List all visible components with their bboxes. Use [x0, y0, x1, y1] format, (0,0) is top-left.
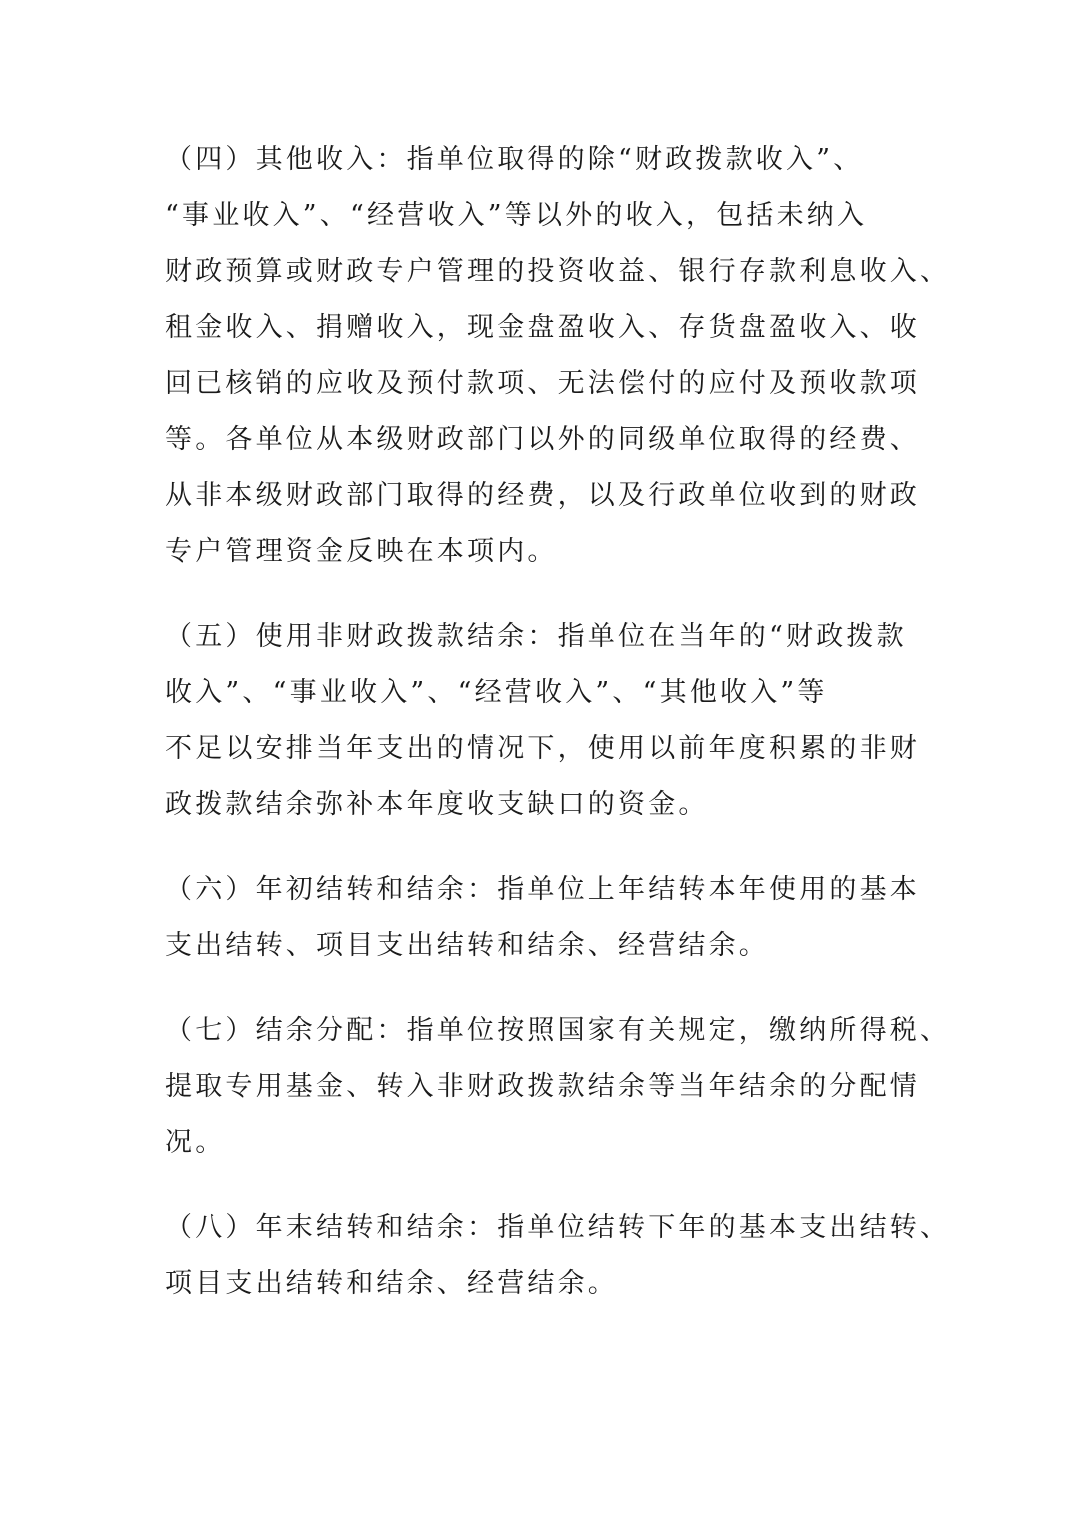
text-line: 从非本级财政部门取得的经费，以及行政单位收到的财政 [165, 480, 920, 511]
paragraph-closing-carryover [165, 1200, 951, 1312]
paragraph-balance-distribution [165, 1003, 951, 1171]
text-line: 回已核销的应收及预付款项、无法偿付的应付及预收款项 [165, 368, 920, 399]
text-line: 政拨款结余弥补本年度收支缺口的资金。 [165, 789, 709, 820]
text-line: 租金收入、捐赠收入，现金盘盈收入、存货盘盈收入、收 [165, 312, 920, 343]
text-line: （四）其他收入：指单位取得的除“财政拨款收入”、 [165, 144, 864, 175]
text-line: （五）使用非财政拨款结余：指单位在当年的“财政拨款 [165, 621, 907, 652]
text-line: 不足以安排当年支出的情况下，使用以前年度积累的非财 [165, 733, 920, 764]
text-line: 等。各单位从本级财政部门以外的同级单位取得的经费、 [165, 424, 920, 455]
text-line: 项目支出结转和结余、经营结余。 [165, 1268, 618, 1299]
text-line: （八）年末结转和结余：指单位结转下年的基本支出结转、 [165, 1212, 951, 1243]
text-line: 收入”、“事业收入”、“经营收入”、“其他收入”等 [165, 677, 828, 708]
text-line: （七）结余分配：指单位按照国家有关规定，缴纳所得税、 [165, 1015, 951, 1046]
paragraph-opening-carryover [165, 862, 925, 974]
text-line: （六）年初结转和结余：指单位上年结转本年使用的基本 [165, 874, 920, 905]
text-line: 专户管理资金反映在本项内。 [165, 536, 558, 567]
document-body [165, 132, 951, 1341]
text-line: 况。 [165, 1127, 226, 1158]
paragraph-other-income [165, 132, 951, 580]
text-line: 支出结转、项目支出结转和结余、经营结余。 [165, 930, 769, 961]
paragraph-non-fiscal-balance [165, 609, 925, 833]
text-line: 财政预算或财政专户管理的投资收益、银行存款利息收入、 [165, 256, 951, 287]
text-line: “事业收入”、“经营收入”等以外的收入，包括未纳入 [165, 200, 868, 231]
text-line: 提取专用基金、转入非财政拨款结余等当年结余的分配情 [165, 1071, 920, 1102]
